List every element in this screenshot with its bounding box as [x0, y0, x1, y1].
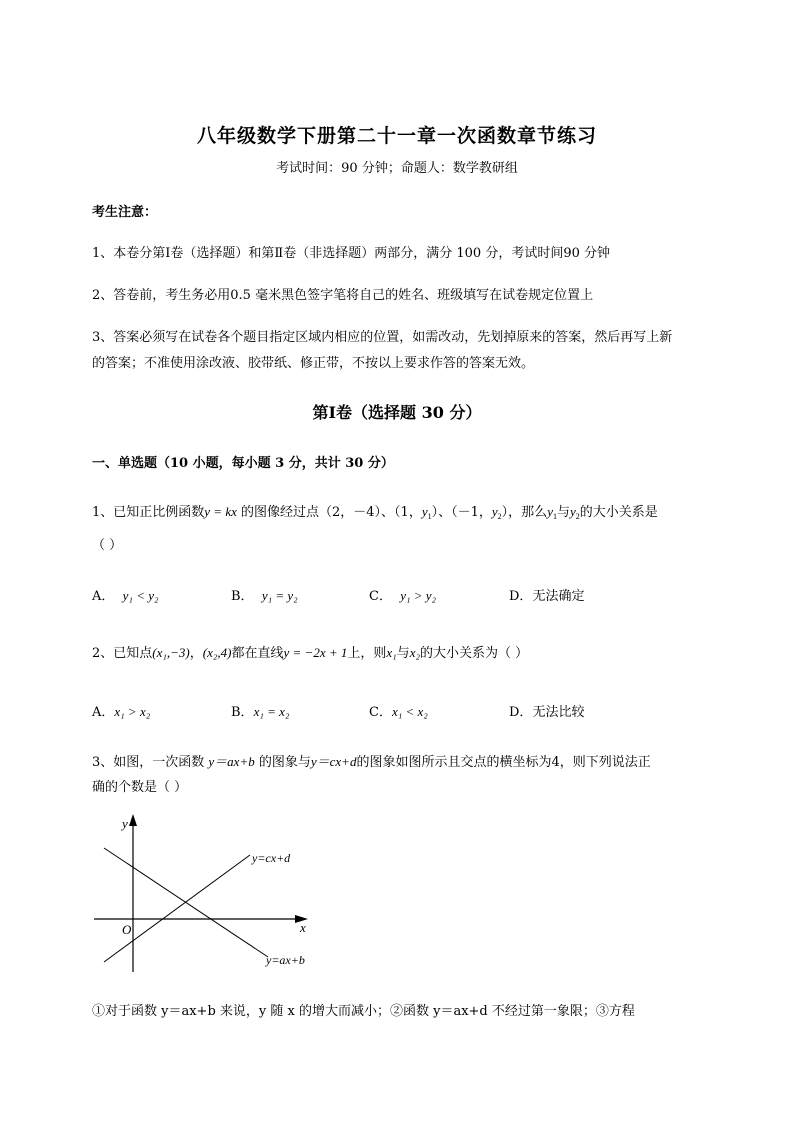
q1-y2-b: $y_2$	[569, 504, 580, 521]
q2-line: y = −2x + 1	[283, 645, 348, 660]
notice-item-1: 1、本卷分第Ⅰ卷（选择题）和第Ⅱ卷（非选择题）两部分，满分 100 分，考试时间90 分钟	[92, 246, 610, 261]
y-axis-label: y	[122, 816, 128, 831]
notice-item-3-line-1: 3、答案必须写在试卷各个题目指定区域内相应的位置，如需改动，先划掉原来的答案，然后再写上新	[92, 330, 673, 345]
y-axis-arrow	[129, 814, 137, 826]
question-3-line-1: 3、如图，一次函数 y＝ax+b 的图象与y＝cx+d的图象如图所示且交点的横坐标为4，则下列说法正	[92, 754, 651, 770]
line-cx-plus-d-label: y=cx+d	[252, 851, 291, 865]
q1-y1-a: $y_1$	[421, 504, 432, 521]
q1-y2-a: $y_2$	[491, 504, 502, 521]
q2-point-2: (x₂,4)	[202, 645, 232, 660]
part1-heading: 一、单选题（10 小题，每小题 3 分，共计 30 分）	[92, 456, 394, 471]
q2-option-c[interactable]: C．x₁ < x₂	[369, 704, 428, 720]
q1-mid4: 与	[556, 505, 570, 520]
exam-title: 八年级数学下册第二十一章一次函数章节练习	[196, 125, 597, 147]
q1-prefix: 1、已知正比例函数	[92, 505, 205, 520]
q2-option-d[interactable]: D．无法比较	[509, 705, 585, 720]
line-ax-plus-b	[104, 848, 268, 957]
q1-y1-b: $y_1$	[547, 504, 557, 521]
q1-option-d[interactable]: D．无法确定	[509, 589, 585, 604]
q2-option-b[interactable]: B．x₁ = x₂	[231, 704, 290, 720]
q1-option-b[interactable]: B． y₁ = y₂	[231, 588, 298, 604]
origin-label: O	[122, 922, 132, 937]
line-cx-plus-d	[104, 855, 250, 962]
notice-heading: 考生注意：	[92, 205, 158, 220]
q1-answer-blank: （ ）	[92, 538, 123, 553]
section-title: 第Ⅰ卷（选择题 30 分）	[312, 403, 482, 422]
q3-graph-figure	[88, 812, 328, 982]
q1-option-a[interactable]: A． y₁ < y₂	[92, 588, 159, 604]
question-3-line-2: 确的个数是（ ）	[92, 780, 188, 795]
q2-option-a[interactable]: A．x₁ > x₂	[92, 704, 151, 720]
question-2: 2、已知点(x₁,−3)，(x₂,4)都在直线y = −2x + 1上，则x₁与x₂的大小关系为（ ）	[92, 645, 529, 661]
q1-function: y = kx	[204, 504, 237, 519]
notice-item-2: 2、答卷前，考生务必用0.5 毫米黑色签字笔将自己的姓名、班级填写在试卷规定位置上	[92, 288, 594, 303]
exam-subtitle: 考试时间：90 分钟；命题人：数学教研组	[276, 161, 518, 176]
q1-mid3: ），那么	[501, 505, 548, 520]
q2-prefix: 2、已知点	[92, 646, 153, 661]
q1-mid2: ）、（－1，	[431, 505, 492, 520]
q1-mid1: 的图像经过点（2，－4）、（1，	[236, 505, 422, 520]
line-ax-plus-b-label: y=ax+b	[266, 953, 305, 967]
notice-item-3-line-2: 的答案；不准使用涂改液、胶带纸、修正带，不按以上要求作答的答案无效。	[92, 356, 535, 371]
q1-option-c[interactable]: C． y₁ > y₂	[369, 588, 437, 604]
q2-point-1: (x₁,−3)	[152, 645, 190, 660]
x-axis-label: x	[300, 920, 306, 935]
question-1	[92, 501, 658, 521]
q3-statements: ①对于函数 y＝ax+b 来说，y 随 x 的增大而减小；②函数 y＝ax+d 不经过第一象限；③方程	[92, 1004, 635, 1019]
q1-suffix: 的大小关系是	[579, 505, 658, 520]
